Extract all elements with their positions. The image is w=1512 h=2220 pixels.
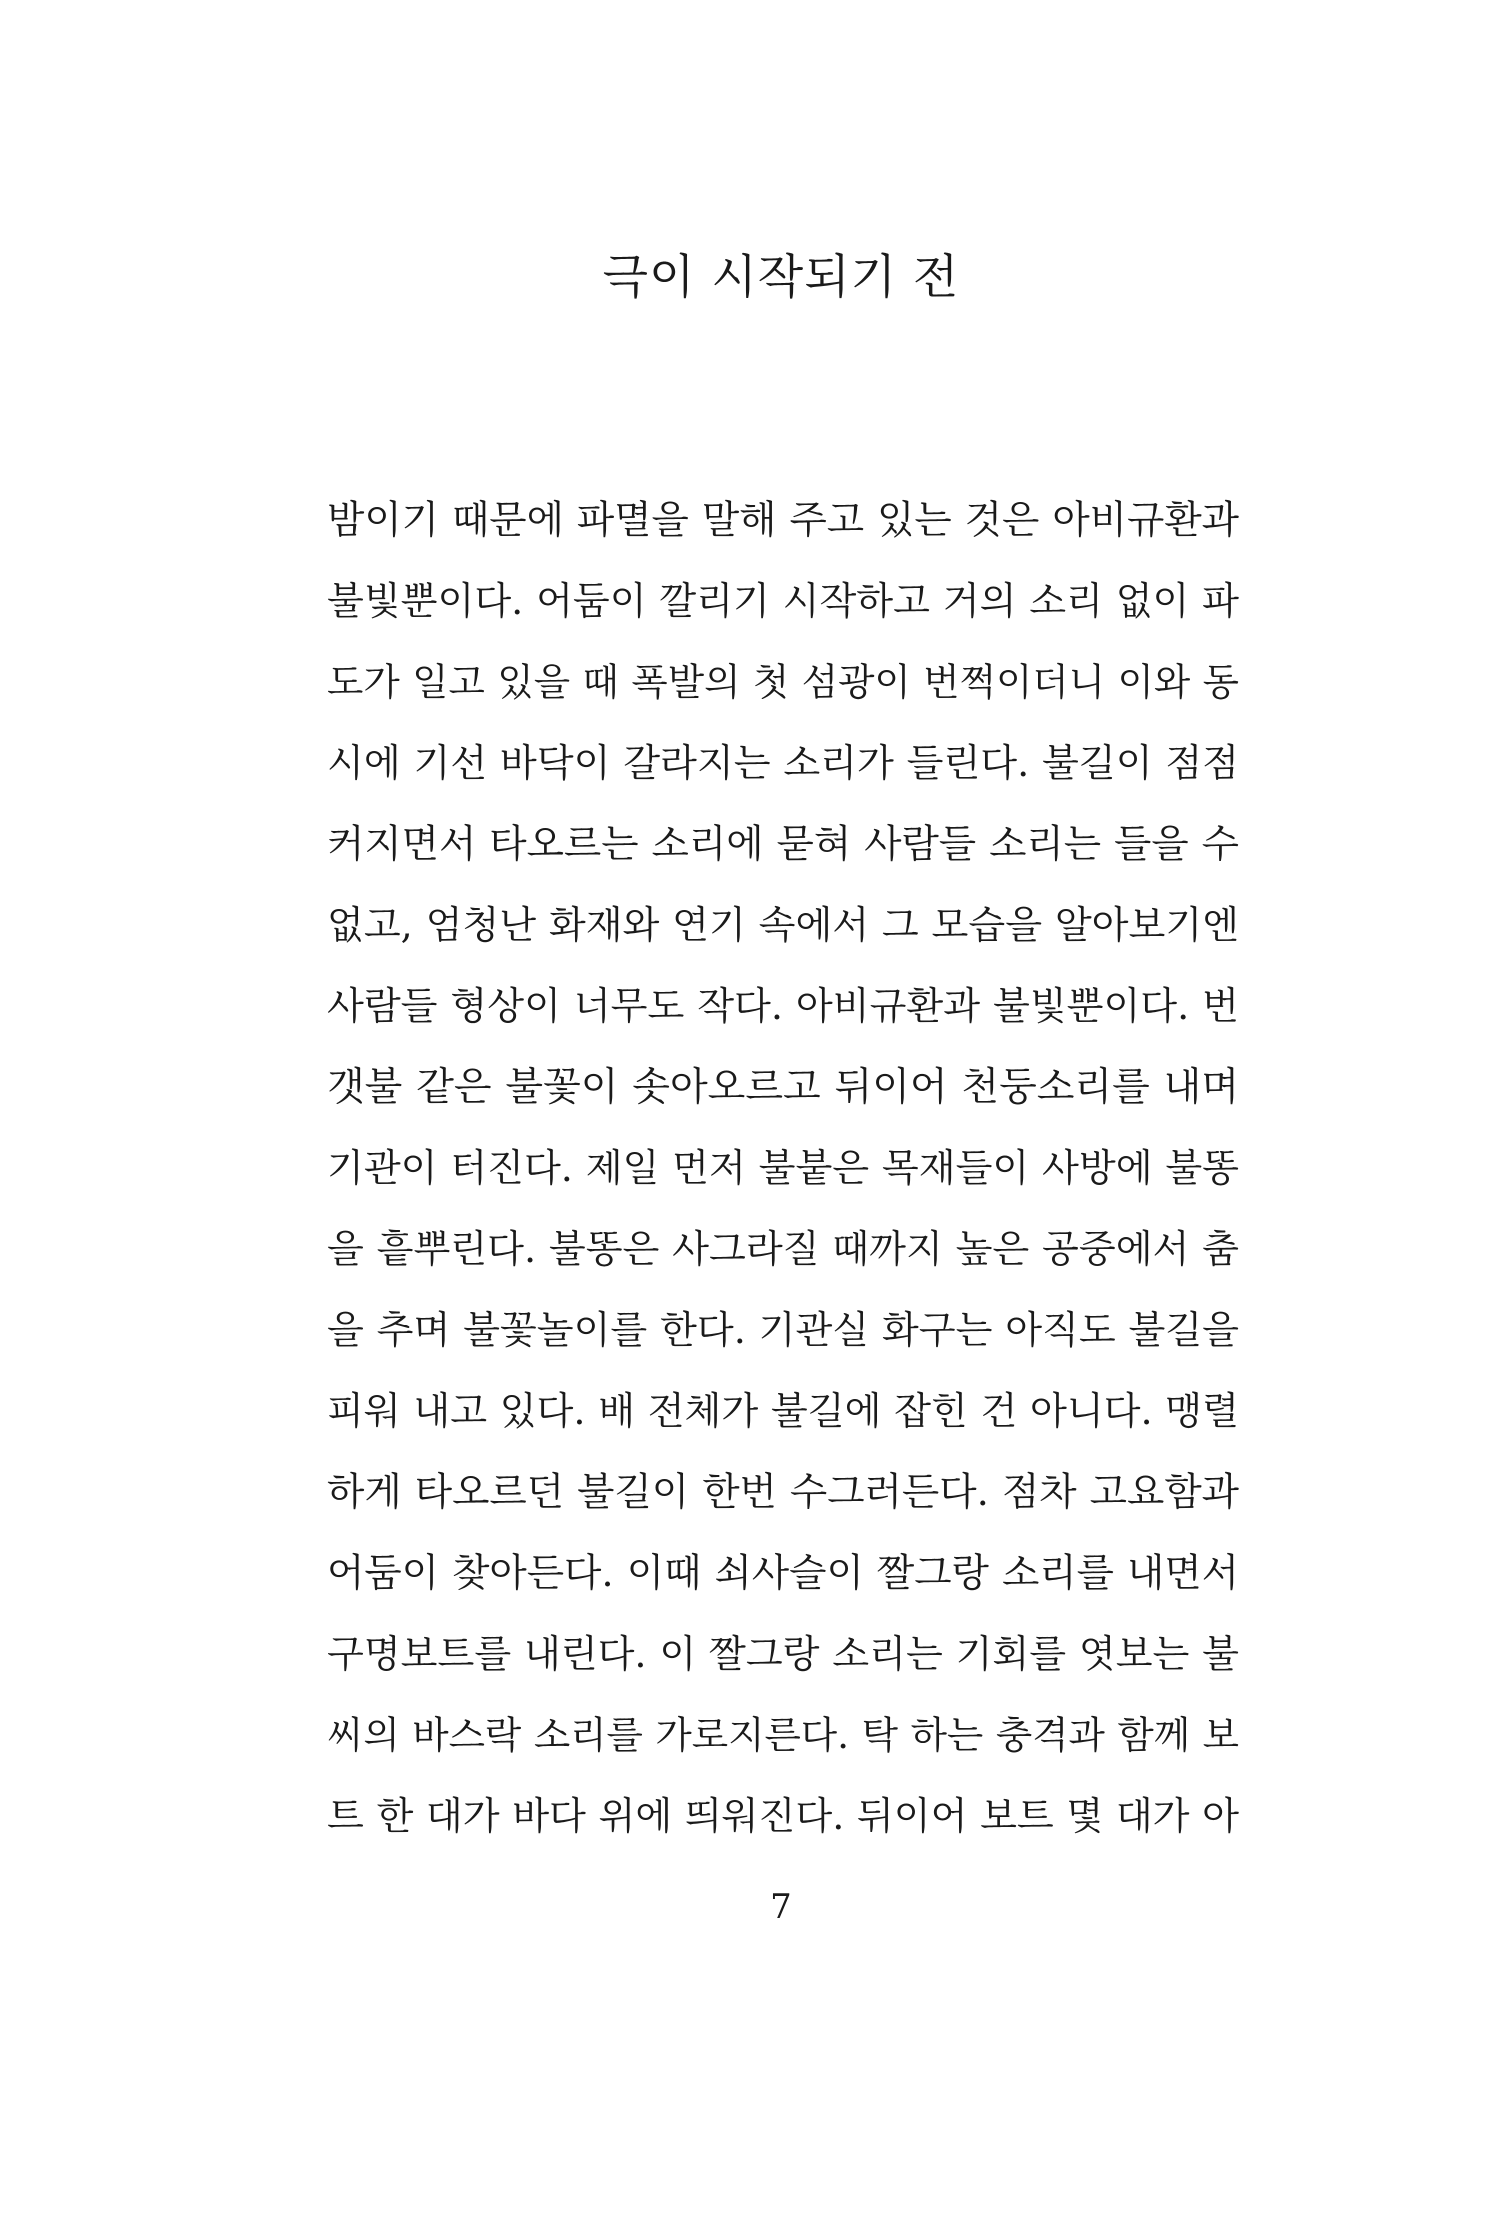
text-line: 피워 내고 있다. 배 전체가 불길에 잡힌 건 아니다. 맹렬: [327, 1389, 1239, 1433]
text-line: 구명보트를 내린다. 이 짤그랑 소리는 기회를 엿보는 불: [327, 1632, 1239, 1676]
text-line: 커지면서 타오르는 소리에 묻혀 사람들 소리는 들을 수: [327, 822, 1239, 867]
page-number: 7: [770, 1887, 792, 1927]
text-line: 시에 기선 바닥이 갈라지는 소리가 들린다. 불길이 점점: [327, 741, 1239, 785]
text-line: 트 한 대가 바다 위에 띄워진다. 뒤이어 보트 몇 대가 아: [327, 1794, 1239, 1838]
text-line: 어둠이 찾아든다. 이때 쇠사슬이 짤그랑 소리를 내면서: [327, 1551, 1239, 1596]
text-line: 기관이 터진다. 제일 먼저 불붙은 목재들이 사방에 불똥: [327, 1146, 1239, 1190]
text-line: 불빛뿐이다. 어둠이 깔리기 시작하고 거의 소리 없이 파: [327, 579, 1239, 623]
text-line: 도가 일고 있을 때 폭발의 첫 섬광이 번쩍이더니 이와 동: [327, 660, 1239, 704]
text-line: 을 흩뿌린다. 불똥은 사그라질 때까지 높은 공중에서 춤: [327, 1227, 1239, 1271]
chapter-title: 극이 시작되기 전: [602, 250, 960, 305]
text-line: 갯불 같은 불꽃이 솟아오르고 뒤이어 천둥소리를 내며: [327, 1065, 1239, 1110]
text-line: 밤이기 때문에 파멸을 말해 주고 있는 것은 아비규환과: [327, 498, 1239, 543]
body-text: [327, 480, 1239, 1857]
text-line: 사람들 형상이 너무도 작다. 아비규환과 불빛뿐이다. 번: [327, 984, 1239, 1028]
text-line: 씨의 바스락 소리를 가로지른다. 탁 하는 충격과 함께 보: [327, 1713, 1239, 1757]
text-line: 없고, 엄청난 화재와 연기 속에서 그 모습을 알아보기엔: [327, 903, 1239, 947]
text-line: 을 추며 불꽃놀이를 한다. 기관실 화구는 아직도 불길을: [327, 1308, 1239, 1352]
text-line: 하게 타오르던 불길이 한번 수그러든다. 점차 고요함과: [327, 1470, 1239, 1515]
